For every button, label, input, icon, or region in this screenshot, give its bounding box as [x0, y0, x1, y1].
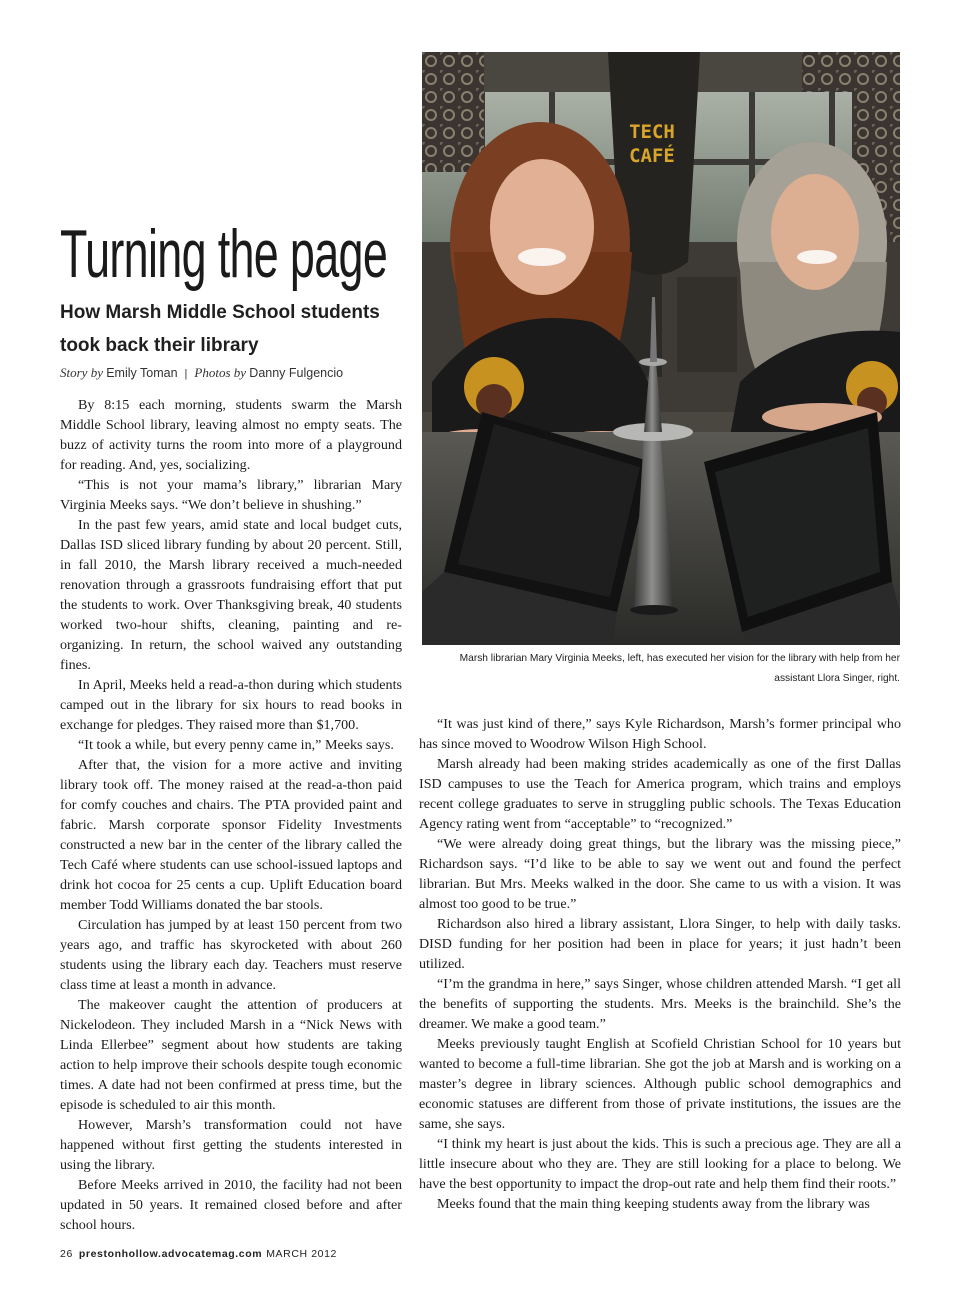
footer-site: prestonhollow.advocatemag.com [78, 1248, 263, 1260]
sign-text-line-2: CAFÉ [629, 145, 675, 167]
photo-illustration [422, 52, 900, 645]
photo-caption: Marsh librarian Mary Virginia Meeks, left, has executed her vision for the library with help from her assistant Llora Singer, right. [459, 653, 900, 684]
story-label: Story by [60, 365, 103, 380]
page-number: 26 [60, 1248, 73, 1260]
body-paragraph: Meeks found that the main thing keeping students away from the library was [437, 1196, 870, 1212]
photos-label: Photos by [194, 365, 247, 380]
body-paragraph: “It was just kind of there,” says Kyle Richardson, Marsh’s former principal who has since moved to Woodrow Wilson High School. [419, 716, 901, 752]
page-footer [60, 1247, 337, 1261]
sign-text-line-1: TECH [629, 121, 675, 143]
body-paragraph: In the past few years, amid state and local budget cuts, Dallas ISD sliced library funding by about 20 percent. Still, in fall 2010, the Marsh library received a much-needed renovation through a grassroots fundraising effort that put the students to work. Over Thanksgiving break, 40 students worked two-hour shifts, cleaning, painting and re-organizing. In return, the school waived any outstanding fines. [60, 517, 402, 673]
body-paragraph: “This is not your mama’s library,” librarian Mary Virginia Meeks says. “We don’t believe in shushing.” [60, 477, 402, 513]
body-paragraph: By 8:15 each morning, students swarm the Marsh Middle School library, leaving almost no empty seats. The buzz of activity turns the room into more of a playground for reading. And, yes, socializing. [60, 397, 402, 473]
body-paragraph: After that, the vision for a more active and inviting library took off. The money raised at the read-a-thon paid for comfy couches and chairs. The PTA provided paint and fabric. Marsh corporate sponsor Fidelity Investments constructed a new bar in the center of the library called the Tech Café where students can use school-issued laptops and drink hot cocoa for 25 cents a cup. Uplift Education board member Todd Williams donated the bar stools. [60, 757, 402, 913]
body-paragraph: Before Meeks arrived in 2010, the facility had not been updated in 50 years. It remained closed before and after school hours. [60, 1177, 402, 1233]
subhead: How Marsh Middle School students took back their library [60, 302, 380, 356]
body-column-right [419, 714, 901, 1214]
body-paragraph: “We were already doing great things, but the library was the missing piece,” Richardson says. “I’d like to be able to say we went out and found the perfect librarian. But Mrs. Meeks walked in the door. She came to us with a vision. It was almost too good to be true.” [419, 836, 901, 912]
body-paragraph: Meeks previously taught English at Scofield Christian School for 10 years but wanted to become a full-time librarian. She got the job at Marsh and is working on a master’s degree in library sciences. Although public school demographics and economic statuses are different from those of private institutions, the issues are the same, she says. [419, 1036, 901, 1132]
body-paragraph: Richardson also hired a library assistant, Llora Singer, to help with daily tasks. DISD funding for her position had been in place for years; it just hadn’t been utilized. [419, 916, 901, 972]
byline [60, 364, 343, 383]
footer-issue: MARCH 2012 [266, 1248, 337, 1260]
story-author: Emily Toman [106, 366, 178, 380]
body-paragraph: “It took a while, but every penny came in,” Meeks says. [78, 737, 394, 753]
body-column-left [60, 395, 402, 1235]
body-paragraph: “I’m the grandma in here,” says Singer, whose children attended Marsh. “I get all the benefits of supporting the students. Mrs. Meeks is the brainchild. She’s the dreamer. We make a good team.” [419, 976, 901, 1032]
body-paragraph: The makeover caught the attention of producers at Nickelodeon. They included Marsh in a “Nick News with Linda Ellerbee” segment about how students are taking action to help improve their schools despite tough economic times. A date had not been confirmed at press time, but the episode is scheduled to air this month. [60, 997, 402, 1113]
body-paragraph: Circulation has jumped by at least 150 percent from two years ago, and traffic has skyrocketed with about 260 students using the library each day. Teachers must reserve class time at least a month in advance. [60, 917, 402, 993]
body-paragraph: “I think my heart is just about the kids. This is such a precious age. They are all a little insecure about who they are. They are still looking for a place to belong. We have the best opportunity to impact the drop-out rate and help them find their roots.” [419, 1136, 901, 1192]
body-paragraph: However, Marsh’s transformation could not have happened without first getting the students interested in using the library. [60, 1117, 402, 1173]
headline: Turning the page [60, 216, 388, 292]
body-paragraph: In April, Meeks held a read-a-thon during which students camped out in the library for six hours to read books in exchange for pledges. They raised more than $1,700. [60, 677, 402, 733]
feature-photo [422, 52, 900, 645]
photos-author: Danny Fulgencio [249, 366, 344, 380]
body-paragraph: Marsh already had been making strides academically as one of the first Dallas ISD campuses to use the Teach for America program, which trains and employs recent college graduates to serve in struggling public schools. The Texas Education Agency rating went from “acceptable” to “recognized.” [419, 756, 901, 832]
byline-separator: | [184, 368, 188, 380]
